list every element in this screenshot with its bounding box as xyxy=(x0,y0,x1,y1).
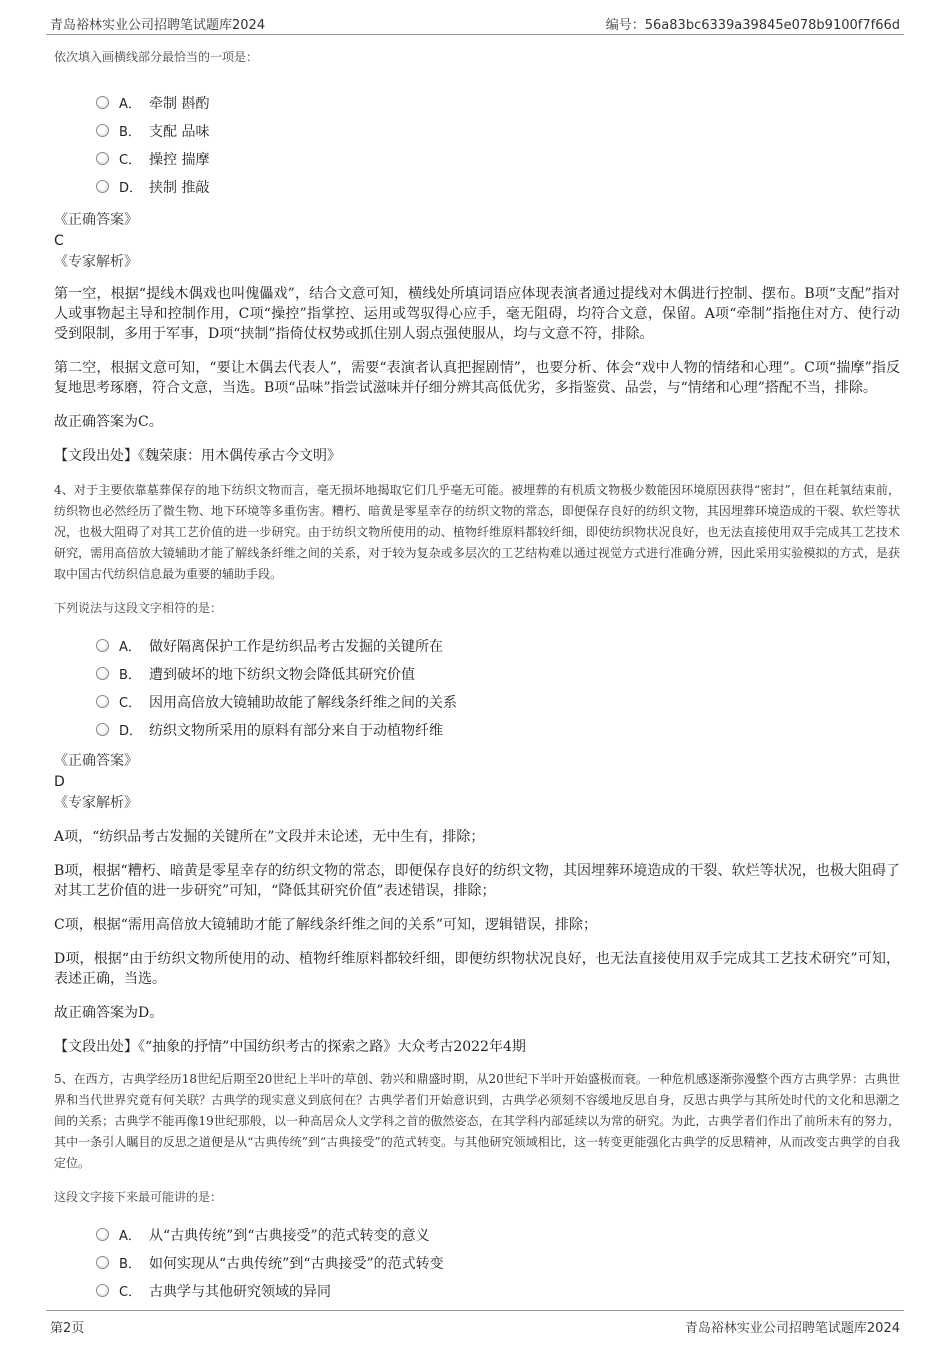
radio-icon[interactable] xyxy=(96,639,109,652)
radio-icon[interactable] xyxy=(96,152,109,165)
q4-option-c[interactable]: C． 因用高倍放大镜辅助故能了解线条纤维之间的关系 xyxy=(96,689,900,717)
q3-source: 【文段出处】《魏荣康：用木偶传承古今文明》 xyxy=(54,448,341,464)
q3-analysis-label: 《专家解析》 xyxy=(54,254,138,270)
q4-options xyxy=(54,633,900,745)
q3-option-a[interactable]: A． 牵制 斟酌 xyxy=(96,90,900,118)
radio-icon[interactable] xyxy=(96,96,109,109)
q4-analysis-b: B项，根据“糟朽、暗黄是零星幸存的纺织文物的常态，即便保存良好的纺织文物，其因埋葬环境造成的干裂、软烂等状况，也极大阻碍了对其工艺价值的进一步研究”可知，“降低其研究价值”表述错误，排除； xyxy=(54,863,900,899)
q5-option-a[interactable]: A． 从“古典传统”到“古典接受”的范式转变的意义 xyxy=(96,1222,900,1250)
q4-passage: 4、对于主要依靠墓葬保存的地下纺织文物而言，毫无损坏地揭取它们几乎毫无可能。被埋葬的有机质文物极少数能因环境原因获得“密封”，但在耗氧结束前，纺织物也必然经历了微生物、地下环境等多重伤害。糟朽、暗黄是零星幸存的纺织文物的常态，即便保存良好的纺织文物，其因埋葬环境造成的干裂、软烂等状况，也极大阻碍了对其工艺价值的进一步研究。由于纺织文物所使用的动、植物纤维原料都较纤细，即使纺织物状况良好，也无法直接使用双手完成其工艺技术研究，需用高倍放大镜辅助才能了解线条纤维之间的关系，对于较为复杂或多层次的工艺结构难以通过视觉方式进行准确分辨，因此采用实验模拟的方式，是获取中国古代纺织信息最为重要的辅助手段。 xyxy=(54,483,900,581)
q5-lead: 这段文字接下来最可能讲的是： xyxy=(54,1190,223,1204)
radio-icon[interactable] xyxy=(96,180,109,193)
footer-title: 青岛裕林实业公司招聘笔试题库2024 xyxy=(684,1321,900,1336)
q4-lead: 下列说法与这段文字相符的是： xyxy=(54,601,223,615)
page-number: 第2页 xyxy=(50,1321,85,1336)
q4-analysis-a: A项，“纺织品考古发掘的关键所在”文段并未论述，无中生有，排除； xyxy=(54,829,485,845)
q3-analysis-1: 第一空，根据“提线木偶戏也叫傀儡戏”，结合文意可知，横线处所填词语应体现表演者通过提线对木偶进行控制、摆布。B项“支配”指对人或事物起主导和控制作用，C项“操控”指掌控、运用或驾驭得心应手，毫无阻碍，均符合文意，保留。A项“牵制”指拖住对方、使行动受到限制，多用于军事，D项“挟制”指倚仗权势或抓住别人弱点强使服从，均与文意不符，排除。 xyxy=(54,286,900,342)
q3-answer: C xyxy=(54,233,64,249)
q4-answer-label: 《正确答案》 xyxy=(54,753,138,769)
q3-analysis-2: 第二空，根据文意可知，“要让木偶去代表人”，需要“表演者认真把握剧情”，也要分析、体会“戏中人物的情绪和心理”。C项“揣摩”指反复地思考琢磨，符合文意，当选。B项“品味”指尝试滋味并仔细分辨其高低优劣，多指鉴赏、品尝，与“情绪和心理”搭配不当，排除。 xyxy=(54,360,900,396)
radio-icon[interactable] xyxy=(96,1284,109,1297)
q3-answer-label: 《正确答案》 xyxy=(54,212,138,228)
q4-analysis-conclusion: 故正确答案为D。 xyxy=(54,1005,164,1021)
q5-passage: 5、在西方，古典学经历18世纪后期至20世纪上半叶的草创、勃兴和鼎盛时期，从20世纪下半叶开始盛极而衰。一种危机感逐渐弥漫整个西方古典学界：古典世界和当代世界究竟有何关联？古典学的现实意义到底何在？古典学者们开始意识到，古典学必须刻不容缓地反思自身，反思古典学与其所处时代的文化和思潮之间的关系；古典学不能再像19世纪那般，以一种高居众人文学科之首的傲然姿态，在其学科内部延续以为常的研究。为此，古典学者们作出了前所未有的努力，其中一条引人瞩目的反思之道便是从“古典传统”到“古典接受”的范式转变。与其他研究领域相比，这一转变更能强化古典学的反思精神，从而改变古典学的自我定位。 xyxy=(54,1072,900,1170)
radio-icon[interactable] xyxy=(96,124,109,137)
page-footer xyxy=(46,1310,904,1339)
q3-option-b[interactable]: B． 支配 品味 xyxy=(96,118,900,146)
q3-analysis-3: 故正确答案为C。 xyxy=(54,414,163,430)
radio-icon[interactable] xyxy=(96,723,109,736)
q5-option-b[interactable]: B． 如何实现从“古典传统”到“古典接受”的范式转变 xyxy=(96,1250,900,1278)
q4-analysis-d: D项，根据“由于纺织文物所使用的动、植物纤维原料都较纤细，即便纺织物状况良好，也无法直接使用双手完成其工艺技术研究”可知，表述正确，当选。 xyxy=(54,951,900,987)
q4-answer: D xyxy=(54,774,65,790)
q3-stem: 依次填入画横线部分最恰当的一项是： xyxy=(54,50,259,64)
document-id: 编号：56a83bc6339a39845e078b9100f7f66d xyxy=(605,18,900,33)
q4-source: 【文段出处】《“抽象的抒情”中国纺织考古的探索之路》大众考古2022年4期 xyxy=(54,1039,526,1055)
q4-option-a[interactable]: A． 做好隔离保护工作是纺织品考古发掘的关键所在 xyxy=(96,633,900,661)
radio-icon[interactable] xyxy=(96,1228,109,1241)
radio-icon[interactable] xyxy=(96,695,109,708)
q3-option-c[interactable]: C． 操控 揣摩 xyxy=(96,146,900,174)
page-header xyxy=(46,8,904,35)
header-title: 青岛裕林实业公司招聘笔试题库2024 xyxy=(50,18,266,33)
q5-options xyxy=(54,1222,900,1306)
q4-option-b[interactable]: B． 遭到破坏的地下纺织文物会降低其研究价值 xyxy=(96,661,900,689)
q4-analysis-label: 《专家解析》 xyxy=(54,795,138,811)
q5-option-c[interactable]: C． 古典学与其他研究领域的异同 xyxy=(96,1278,900,1306)
page-content xyxy=(54,44,900,1306)
radio-icon[interactable] xyxy=(96,667,109,680)
q4-analysis-c: C项，根据“需用高倍放大镜辅助才能了解线条纤维之间的关系”可知，逻辑错误，排除； xyxy=(54,917,598,933)
radio-icon[interactable] xyxy=(96,1256,109,1269)
q4-option-d[interactable]: D． 纺织文物所采用的原料有部分来自于动植物纤维 xyxy=(96,717,900,745)
q3-options xyxy=(54,90,900,202)
q3-option-d[interactable]: D． 挟制 推敲 xyxy=(96,174,900,202)
